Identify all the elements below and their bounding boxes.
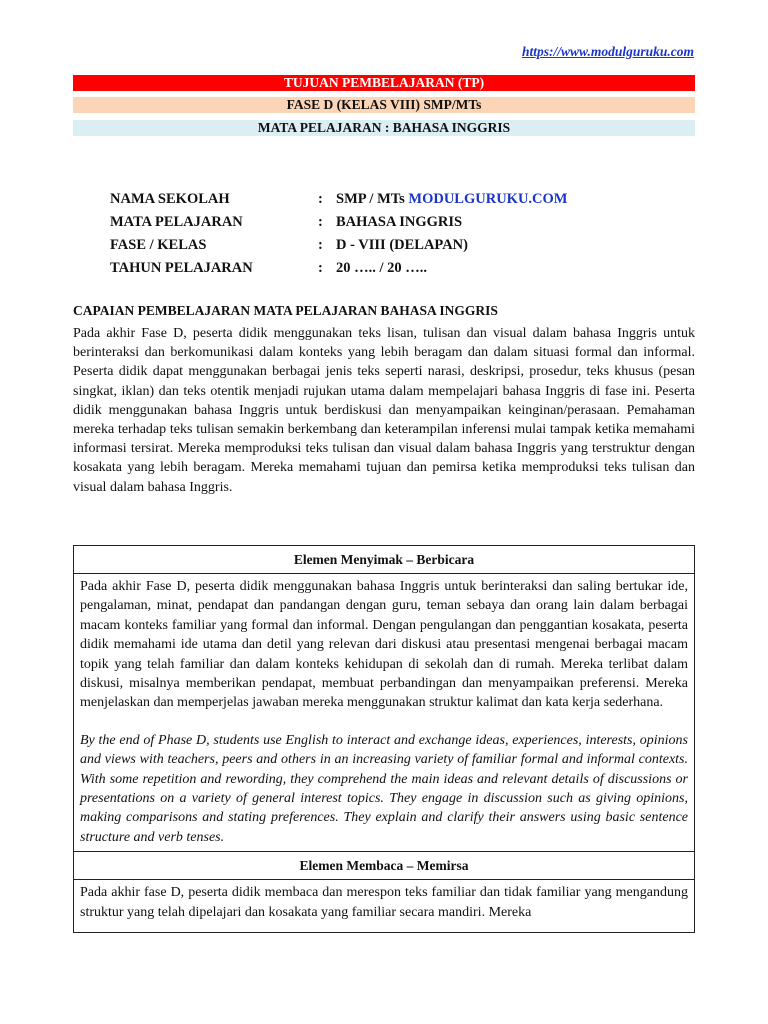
- capaian-heading: CAPAIAN PEMBELAJARAN MATA PELAJARAN BAHASA INGGRIS: [73, 303, 498, 318]
- info-label: FASE / KELAS: [110, 237, 207, 253]
- info-value: BAHASA INGGRIS: [336, 214, 463, 230]
- info-row-school: [110, 188, 690, 211]
- element-content-membaca: [74, 880, 695, 933]
- title-band-tp: TUJUAN PEMBELAJARAN (TP): [73, 75, 695, 91]
- info-colon: :: [318, 237, 323, 253]
- element-title-menyimak: Elemen Menyimak – Berbicara: [74, 546, 695, 574]
- info-row-phase: [110, 234, 690, 257]
- info-colon: :: [318, 214, 323, 230]
- elements-table: [73, 545, 695, 933]
- element-text-id: Pada akhir fase D, peserta didik membaca dan merespon teks familiar dan tidak familiar yang mengandung struktur yang telah dipelajari dan kosakata yang familiar secara mandiri. Mereka: [80, 885, 688, 920]
- info-value: 20 ….. / 20 …..: [336, 260, 428, 276]
- info-row-subject: [110, 211, 690, 234]
- info-value: D - VIII (DELAPAN): [336, 237, 468, 253]
- element-content-row: [74, 574, 695, 852]
- element-header-row: [74, 852, 695, 880]
- element-text-en: By the end of Phase D, students use English to interact and exchange ideas, experiences, interests, opinions and views with teachers, peers and others in an increasing variety of familiar formal and informal contexts. With some repetition and rewording, they comprehend the main ideas and relevant details of discussions or presentations on a variety of general interest topics. They engage in discussion such as giving opinions, making comparisons and stating preferences. They explain and clarify their answers using basic sentence structure and verb tenses.: [80, 732, 688, 845]
- info-value-prefix: SMP / MTs: [336, 191, 409, 207]
- info-value: [336, 191, 690, 208]
- element-title-membaca: Elemen Membaca – Memirsa: [74, 852, 695, 880]
- info-label: TAHUN PELAJARAN: [110, 260, 253, 276]
- site-url-link[interactable]: https://www.modulguruku.com: [521, 44, 694, 59]
- info-colon: :: [318, 260, 323, 276]
- element-header-row: [74, 546, 695, 574]
- info-colon: :: [318, 191, 323, 207]
- element-content-row: [74, 880, 695, 933]
- element-content-menyimak: [74, 574, 695, 852]
- element-text-id: Pada akhir Fase D, peserta didik menggunakan bahasa Inggris untuk berinteraksi dan saling bertukar ide, pengalaman, minat, pendapat dan pandangan dengan guru, teman sebaya dan orang lain dalam berbagai macam konteks familiar yang formal dan informal. Dengan pengulangan dan penggantian kosakata, peserta didik memahami ide utama dan detil yang relevan dari diskusi atau presentasi mengenai berbagai macam topik yang telah familiar dan dalam konteks kehidupan di sekolah dan di rumah. Mereka terlibat dalam diskusi, misalnya memberikan pendapat, membuat perbandingan dan menyampaikan preferensi. Mereka menjelaskan dan memperjelas jawaban mereka menggunakan struktur kalimat dan kata kerja sederhana.: [80, 579, 688, 711]
- info-row-year: [110, 257, 690, 280]
- brand-name: MODULGURUKU.COM: [408, 191, 568, 207]
- element-text-clip: [80, 883, 688, 928]
- info-label: MATA PELAJARAN: [110, 214, 243, 230]
- title-band-mapel: MATA PELAJARAN : BAHASA INGGRIS: [73, 120, 695, 136]
- info-label: NAMA SEKOLAH: [110, 191, 230, 207]
- school-info: [110, 188, 690, 280]
- capaian-body: Pada akhir Fase D, peserta didik menggunakan teks lisan, tulisan dan visual dalam bahasa Inggris untuk berinteraksi dan berkomunikasi dalam konteks yang lebih beragam dan dalam situasi formal dan informal. Peserta didik dapat menggunakan berbagai jenis teks seperti narasi, deskripsi, prosedur, teks khusus (pesan singkat, iklan) dan teks otentik menjadi rujukan utama dalam mempelajari bahasa Inggris di fase ini. Peserta didik menggunakan bahasa Inggris untuk berdiskusi dan menyampaikan keinginan/perasaan. Pemahaman mereka terhadap teks tulisan semakin berkembang dan keterampilan inferensi mulai tampak ketika memahami informasi tersirat. Mereka memproduksi teks tulisan dan visual dalam bahasa Inggris yang terstruktur dengan kosakata yang lebih beragam. Mereka memahami tujuan dan pemirsa ketika memproduksi teks tulisan dan visual dalam bahasa Inggris.: [73, 326, 695, 495]
- title-band-fase: FASE D (KELAS VIII) SMP/MTs: [73, 97, 695, 113]
